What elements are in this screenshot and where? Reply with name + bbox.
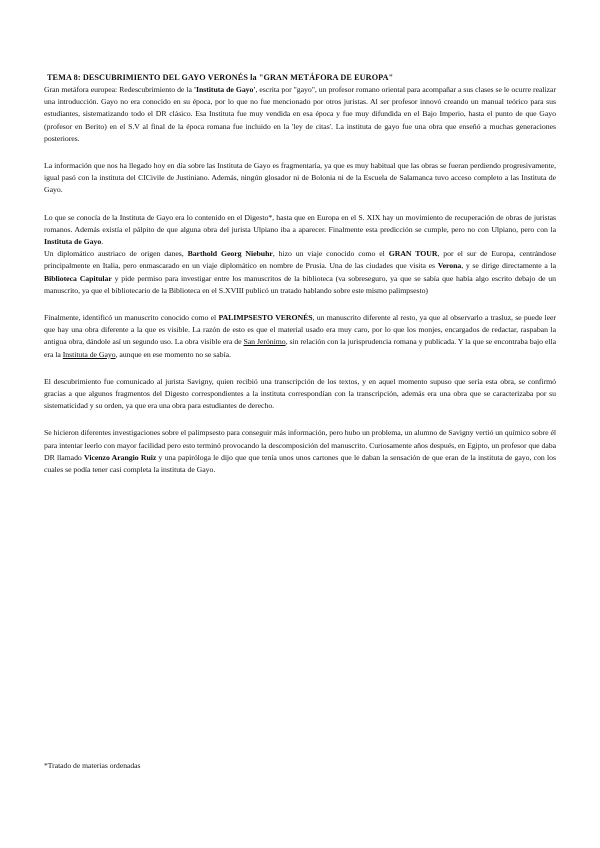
text-run: Finalmente, identificó un manuscrito conocido como el (44, 313, 219, 323)
text-run: , y se dirige directamente a la (461, 261, 556, 271)
bold-term: 'Instituta de Gayo' (193, 85, 256, 94)
paragraph-palimpsest (44, 312, 556, 361)
bold-term: Biblioteca Capitular (44, 273, 112, 283)
text-run: , escrita por "gayo", un profesor romano oriental para acompañar a sus clases se le ocurre realizar una introducción. Gayo no era conocido en su época, por lo que no fue mencionado por otros juristas. Al ser profesor innovó creando un manual teórico para sus estudiantes, sistematizando todo el DR clásico. Esa Instituta fue muy vendida en esa época y fue muy difundida en el Bajo Imperio, hasta el punto de que Gayo (profesor en Berito) en el S.V al final de la época romana fue incluido en la 'ley de citas'. La instituta de gayo fue una obra que enseñó a muchas generaciones posteriores. (44, 85, 556, 143)
bold-term: Instituta de Gayo (44, 237, 102, 247)
paragraph-intro (44, 84, 556, 145)
paragraph-savigny: El descubrimiento fue comunicado al jurista Savigny, quien recibió una transcripción de los textos, y en aquel momento supuso que sería esta obra, se confirmó gracias a que algunos fragmentos del Digesto correspondientes a la instituta correspondían con la transcripción, además era una obra que se caracterizaba por su sistematicidad y su orden, ya que era una obra para estudiantes de derecho. (44, 376, 556, 411)
text-run: Gran metáfora europea: Redescubrimiento de la (44, 85, 194, 94)
text-run: Lo que se conocía de la Instituta de Gayo era lo contenido en el Digesto*, hasta que en Europa en el S. XIX hay un movimiento de recuperación de obras de juristas romanos. Además existía el pálpito de que alguna obra del jurista Ulpiano iba a aparecer. Finalmente esta predicción se cumple, pero no con Ulpiano, pero con la (44, 212, 556, 234)
text-run: Un diplomático austriaco de origen danes, (44, 249, 188, 259)
bold-term: Verona (437, 261, 462, 271)
underlined-term: San Jerónimo (243, 337, 286, 347)
bold-term: GRAN TOUR (388, 249, 438, 259)
text-run: , hizo un viaje conocido como el (272, 249, 389, 259)
paragraph-niebuhr (44, 248, 556, 297)
text-run: . (101, 237, 104, 247)
bold-term: Barthold Georg Niebuhr (187, 249, 273, 259)
paragraph-fragmentary: La información que nos ha llegado hoy en día sobre las Instituta de Gayo es fragmentaria, ya que es muy habitual que las obras se fueran perdiendo progresivamente, igual pasó con la instituta del CICivile de Justiniano. Además, ningún glosador ni de Bolonia ni de la Escuela de Salamanca tuvo acceso completo a las Instituta de Gayo. (44, 161, 556, 195)
text-run: Se hicieron diferentes investigaciones sobre el palimpsesto para conseguir más información, pero hubo un problema, un alumno de Savigny vertió un químico sobre él para intentar leerlo con mayor facilidad pero esto terminó provocando la descomposición del manuscrito. Curiosamente años después, en Egipto, un profesor que daba DR llamado (44, 428, 556, 462)
bold-term: PALIMPSESTO VERONÉS (218, 313, 313, 323)
footnote: *Tratado de materias ordenadas (44, 761, 141, 770)
text-run: , sin relación con la jurisprudencia romana y publicada. Y la que se encontraba bajo ella era la (44, 337, 556, 359)
bold-term: Vicenzo Arangio Ruiz (84, 452, 157, 462)
paragraph-investigations (44, 427, 556, 476)
page-title: TEMA 8: DESCUBRIMIENTO DEL GAYO VERONÉS la "GRAN METÁFORA DE EUROPA" (47, 73, 394, 82)
text-run: , aunque en ese momento no se sabía. (115, 349, 231, 359)
text-run: y pide permiso para investigar entre los manuscritos de la biblioteca (va sobreseguro, ya que se sabía que había algo escrito debajo de un manuscrito, ya que el bibliotecario de la Biblioteca en el S.XVIII publicó un tratado hablando sobre este mismo palimpsesto) (44, 273, 556, 295)
text-run: , por el sur de Europa, centrándose principalmente en Italia, pero enmascarado en un viaje diplomático en nombre de Prusia. Una de las ciudades que visita es (44, 249, 556, 271)
text-run: , un manuscrito diferente al resto, ya que al observarlo a trasluz, se puede leer que hay una obra diferente a la que es visible. La razón de esto es que el material usado era muy caro, por lo que los monjes, encargados de redactar, raspaban la antigua obra, dándole así un segundo uso. La obra visible era de (44, 313, 556, 347)
underlined-term: Instituta de Gayo (62, 349, 116, 359)
paragraph-digesto (44, 212, 556, 249)
text-run: y una papiróloga le dijo que que tenía unos unos cartones que le daban la sensación de que eran de la instituta de gayo, con los cuales se podía tener casi completa la instituta de Gayo. (44, 452, 556, 475)
document-body (44, 72, 556, 491)
